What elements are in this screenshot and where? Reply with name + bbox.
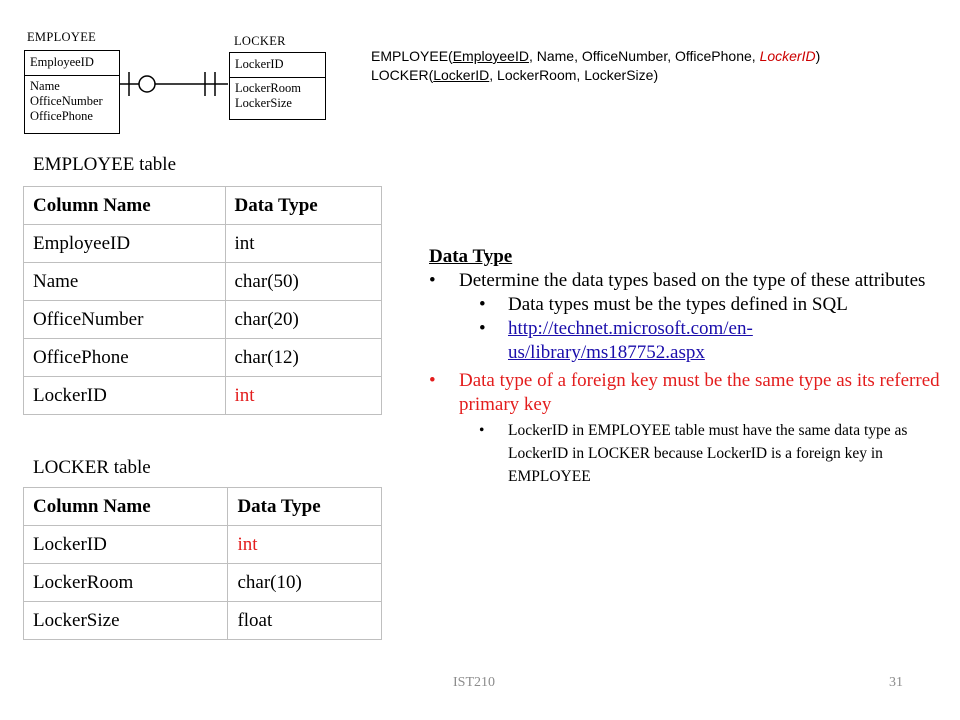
table-cell: EmployeeID [24,225,226,263]
table-row [24,526,382,564]
table-cell: LockerRoom [24,564,228,602]
table-cell: char(12) [225,339,382,377]
table-header-cell: Column Name [24,187,226,225]
reference-link[interactable]: http://technet.microsoft.com/en- [508,318,753,339]
table-cell: LockerSize [24,602,228,640]
table-cell: OfficePhone [24,339,226,377]
notes-heading: Data Type [429,246,513,267]
er-employee-title: EMPLOYEE [27,30,97,44]
er-locker-attrs [230,78,325,114]
er-employee-pk: EmployeeID [25,51,119,76]
table-row [24,564,382,602]
notes-sub-bullet-small: • LockerID in EMPLOYEE table must have the same data type as LockerID in LOCKER because LockerID is a foreign key in EMPLOYEE [429,419,949,488]
table-cell-pk-type: int [228,526,382,564]
schema-text: LOCKER( [371,67,434,83]
notes-bullet: • Determine the data types based on the type of these attributes [429,269,949,293]
er-employee-attr: OfficePhone [30,109,93,123]
footer-page-number: 31 [889,675,903,690]
er-employee-attrs [25,76,119,127]
table-cell: LockerID [24,526,228,564]
table-cell: LockerID [24,377,226,415]
employee-table [23,186,382,415]
table-cell-fk-type: int [225,377,382,415]
table-cell: float [228,602,382,640]
table-header-cell: Data Type [225,187,382,225]
schema-locker-line [371,66,820,85]
table-cell: Name [24,263,226,301]
er-employee-attr: Name [30,79,60,93]
relational-schema [371,47,820,85]
table-header-cell: Data Type [228,488,382,526]
table-cell: char(50) [225,263,382,301]
schema-pk: EmployeeID [452,48,529,64]
schema-text: , LockerRoom, LockerSize) [489,67,659,83]
data-type-notes [429,245,949,488]
table-cell: char(10) [228,564,382,602]
table-row [24,339,382,377]
table-cell: int [225,225,382,263]
er-locker-attr: LockerSize [235,96,292,110]
footer-course: IST210 [453,675,495,690]
table-row [24,377,382,415]
notes-sub-bullet: • Data types must be the types defined in SQL [429,293,949,317]
table-cell: OfficeNumber [24,301,226,339]
table-row [24,301,382,339]
table-header-cell: Column Name [24,488,228,526]
table-row [24,263,382,301]
er-employee-attr: OfficeNumber [30,94,103,108]
notes-bullet-foreign-key: • Data type of a foreign key must be the same type as its referred primary key [429,369,949,417]
employee-table-caption: EMPLOYEE table [33,154,177,175]
table-row [24,602,382,640]
reference-link[interactable]: us/library/ms187752.aspx [508,342,705,363]
er-locker-attr: LockerRoom [235,81,301,95]
schema-text: EMPLOYEE( [371,48,453,64]
er-locker-pk: LockerID [230,53,325,78]
schema-text: , Name, OfficeNumber, OfficePhone, [528,48,760,64]
er-locker-title: LOCKER [234,34,286,48]
er-employee-entity [24,50,120,134]
schema-text: ) [815,48,821,64]
table-row [24,225,382,263]
table-header-row [24,488,382,526]
schema-fk: LockerID [759,48,816,64]
locker-table-caption: LOCKER table [33,457,151,478]
schema-pk: LockerID [433,67,490,83]
er-relationship-connector [118,60,230,110]
er-locker-entity [229,52,326,120]
schema-employee-line [371,47,820,66]
table-cell: char(20) [225,301,382,339]
table-header-row [24,187,382,225]
notes-sub-bullet [429,317,949,365]
locker-table [23,487,382,640]
